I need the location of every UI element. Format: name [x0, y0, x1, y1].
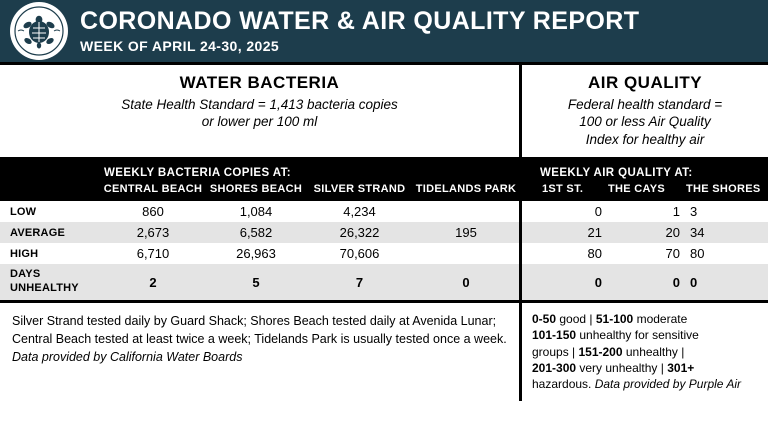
legend-line-5 — [532, 376, 758, 392]
legend-label-moderate: moderate — [633, 312, 688, 326]
air-average-1st-st: 21 — [587, 225, 602, 240]
air-rows — [522, 201, 768, 300]
air-high-1st-st: 80 — [587, 246, 602, 261]
air-days-unhealthy-1st-st: 0 — [594, 274, 602, 290]
air-table-header — [522, 160, 768, 201]
legend-range-201-300: 201-300 — [532, 360, 577, 375]
water-col-header-shores-beach: SHORES BEACH — [209, 183, 303, 195]
water-footnote-source: Data provided by California Water Boards — [12, 349, 243, 364]
water-average-shores-beach: 6,582 — [239, 225, 273, 240]
legend-label-unhealthy-sensitive: unhealthy for sensitive — [576, 328, 699, 343]
water-high-silver-strand: 70,606 — [339, 246, 380, 261]
air-low-1st-st: 0 — [594, 204, 602, 219]
air-standard-line-3: Index for healthy air — [585, 131, 705, 147]
water-section-title: WATER BACTERIA — [179, 73, 340, 92]
air-average-the-shores: 34 — [690, 225, 705, 240]
water-table — [0, 160, 519, 300]
water-average-tidelands-park: 195 — [455, 225, 477, 240]
water-band-title: WEEKLY BACTERIA COPIES AT: — [104, 167, 291, 179]
table-row — [522, 264, 768, 300]
air-band-title: WEEKLY AIR QUALITY AT: — [540, 167, 693, 179]
table-row — [522, 222, 768, 243]
water-days-unhealthy-shores-beach: 5 — [252, 274, 260, 290]
water-col-header-blank — [0, 183, 100, 195]
air-row-spacer-low — [522, 201, 542, 222]
air-row-spacer-average — [522, 222, 542, 243]
water-row-label-days-unhealthy-line2: UNHEALTHY — [10, 282, 79, 294]
legend-label-hazardous: hazardous. — [532, 377, 595, 392]
air-row-spacer-days-unhealthy — [522, 264, 542, 300]
water-high-tidelands-park — [413, 243, 519, 264]
table-row — [522, 201, 768, 222]
water-table-header — [0, 160, 519, 201]
water-col-header-tidelands-park: TIDELANDS PARK — [415, 183, 517, 195]
legend-label-unhealthy: unhealthy | — [622, 344, 685, 359]
air-section-title: AIR QUALITY — [587, 73, 703, 92]
legend-range-51-100: 51-100 — [595, 312, 634, 326]
table-row — [0, 264, 519, 300]
air-col-header-blank — [522, 183, 542, 195]
legend-line-2 — [532, 327, 758, 343]
water-average-central-beach: 2,673 — [136, 225, 170, 240]
water-row-label-average: AVERAGE — [10, 226, 65, 239]
air-col-header-the-shores: THE SHORES — [686, 183, 761, 195]
section-titles — [0, 65, 768, 157]
table-row — [0, 222, 519, 243]
air-average-the-cays: 20 — [665, 225, 680, 240]
water-low-tidelands-park — [413, 201, 519, 222]
water-row-label-high: HIGH — [10, 247, 39, 260]
air-days-unhealthy-the-shores: 0 — [690, 274, 698, 290]
water-high-shores-beach: 26,963 — [236, 246, 276, 261]
water-col-header-silver-strand: SILVER STRAND — [313, 183, 406, 195]
air-col-header-1st-st: 1ST ST. — [542, 183, 584, 195]
water-col-header-central-beach: CENTRAL BEACH — [103, 183, 203, 195]
legend-label-good: good | — [556, 312, 596, 326]
water-row-label-low: LOW — [10, 205, 37, 218]
table-row — [522, 243, 768, 264]
air-high-the-shores: 80 — [690, 246, 705, 261]
air-standard-line-2: 100 or less Air Quality — [579, 114, 711, 130]
water-days-unhealthy-silver-strand: 7 — [355, 274, 364, 290]
table-row — [0, 201, 519, 222]
air-table — [519, 160, 768, 300]
air-footnote-source: Data provided by Purple Air — [594, 377, 742, 392]
legend-line-1 — [532, 311, 758, 327]
table-row — [0, 243, 519, 264]
water-rows — [0, 201, 519, 300]
water-days-unhealthy-tidelands-park: 0 — [462, 274, 470, 290]
legend-range-101-150: 101-150 — [532, 328, 577, 343]
water-standard-line-2: or lower per 100 ml — [201, 114, 318, 130]
legend-label-very-unhealthy: very unhealthy | — [576, 360, 668, 375]
air-standard-line-1: Federal health standard = — [567, 97, 723, 112]
water-section — [0, 65, 519, 157]
air-days-unhealthy-the-cays: 0 — [672, 274, 680, 290]
water-low-shores-beach: 1,084 — [239, 204, 273, 219]
air-col-header-the-cays: THE CAYS — [608, 183, 666, 195]
report-header — [0, 0, 768, 62]
water-footnote — [0, 303, 519, 401]
water-row-label-days-unhealthy-line1: DAYS — [10, 268, 41, 281]
legend-range-0-50: 0-50 — [532, 312, 557, 326]
data-tables — [0, 160, 768, 300]
legend-line-4 — [532, 360, 758, 376]
report-footer — [0, 300, 768, 401]
turtle-seal-icon — [13, 5, 65, 57]
water-high-central-beach: 6,710 — [136, 246, 170, 261]
water-standard-line-1: State Health Standard = 1,413 bacteria copies — [121, 97, 398, 112]
legend-line-3 — [532, 344, 758, 360]
water-average-silver-strand: 26,322 — [339, 225, 380, 240]
water-low-central-beach: 860 — [142, 204, 164, 219]
water-days-unhealthy-central-beach: 2 — [149, 274, 157, 290]
air-low-the-cays: 1 — [672, 204, 680, 219]
air-quality-legend — [519, 303, 768, 401]
water-row-label-days-unhealthy — [0, 264, 100, 300]
air-low-the-shores: 3 — [690, 204, 698, 219]
page-title: CORONADO WATER & AIR QUALITY REPORT — [80, 6, 640, 35]
air-row-spacer-high — [522, 243, 542, 264]
water-footnote-text: Silver Strand tested daily by Guard Shack; Shores Beach tested daily at Avenida Lunar; Central Beach tested at least twice a week; Tidelands Park is usually tested once a week. — [12, 314, 507, 346]
legend-label-groups: groups | — [532, 344, 579, 359]
air-high-the-cays: 70 — [665, 246, 680, 261]
city-seal-logo — [10, 2, 68, 60]
air-section — [519, 65, 768, 157]
legend-range-151-200: 151-200 — [578, 344, 623, 359]
water-low-silver-strand: 4,234 — [343, 204, 376, 219]
legend-range-301-plus: 301+ — [667, 360, 695, 375]
report-week-subtitle: WEEK OF APRIL 24-30, 2025 — [80, 38, 280, 55]
